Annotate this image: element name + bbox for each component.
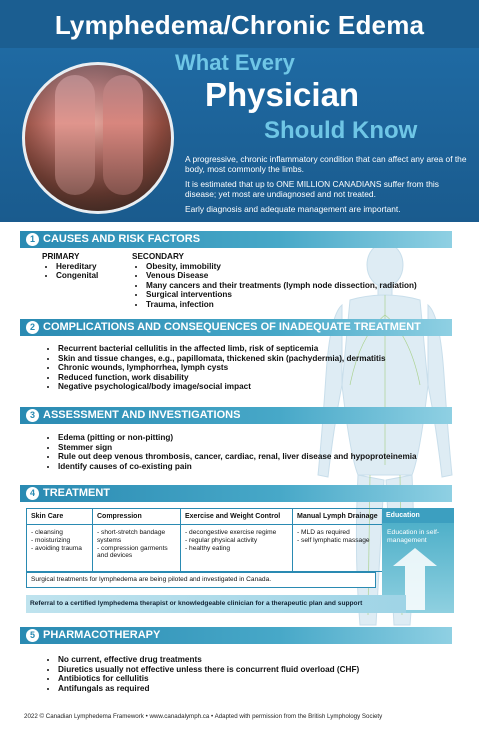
- list-item: • Stemmer sign: [58, 443, 417, 453]
- secondary-causes: [132, 252, 417, 310]
- column-item: - compression garments and devices: [97, 544, 168, 560]
- list-item: • Diuretics usually not effective unless there is concurrent fluid overload (CHF): [58, 665, 359, 675]
- treatment-column-mld: [293, 509, 383, 571]
- list-item: • Venous Disease: [146, 271, 417, 281]
- education-header: Education: [382, 508, 454, 523]
- section-number: 2: [26, 321, 39, 334]
- surgical-note: Surgical treatments for lymphedema are being piloted and investigated in Canada.: [26, 572, 376, 588]
- list-item: • Congenital: [56, 271, 98, 281]
- intro-paragraph: A progressive, chronic inflammatory condition that can affect any area of the body, most commonly the limbs.: [185, 154, 467, 174]
- list-item: • Chronic wounds, lymphorrhea, lymph cysts: [58, 363, 386, 373]
- column-item: - healthy eating: [185, 544, 231, 552]
- referral-note: Referral to a certified lymphedema therapist or knowledgeable clinician for a therapeutic plan and support: [26, 595, 406, 613]
- primary-causes: [42, 252, 98, 281]
- treatment-column-skin-care: [27, 509, 93, 571]
- column-header: Skin Care: [27, 509, 92, 525]
- edema-legs-photo: [22, 62, 174, 214]
- column-item: - regular physical activity: [185, 536, 258, 544]
- intro-text: [185, 154, 471, 219]
- complications-list: [44, 344, 386, 392]
- section-header-causes: [20, 231, 452, 248]
- column-item: - avoiding trauma: [31, 544, 82, 552]
- section-title: TREATMENT: [43, 487, 111, 499]
- section-title: ASSESSMENT AND INVESTIGATIONS: [43, 409, 241, 421]
- section-number: 3: [26, 409, 39, 422]
- section-header-treatment: [20, 485, 452, 502]
- section-number: 4: [26, 487, 39, 500]
- page-title: Lymphedema/Chronic Edema: [54, 10, 425, 40]
- pharmacotherapy-list: [44, 655, 359, 693]
- treatment-column-compression: [93, 509, 181, 571]
- section-title: CAUSES AND RISK FACTORS: [43, 233, 201, 245]
- section-header-complications: [20, 319, 452, 336]
- column-header: Exercise and Weight Control: [181, 509, 292, 525]
- list-item: • Rule out deep venous thrombosis, cancer, cardiac, renal, liver disease and hypoproteinemia: [58, 452, 417, 462]
- list-item: • Many cancers and their treatments (lymph node dissection, radiation): [146, 281, 417, 291]
- list-item: • Reduced function, work disability: [58, 373, 386, 383]
- column-header: Compression: [93, 509, 180, 525]
- list-item: • No current, effective drug treatments: [58, 655, 359, 665]
- section-number: 1: [26, 233, 39, 246]
- list-item: • Hereditary: [56, 262, 98, 272]
- photo-shade: [25, 65, 171, 211]
- list-item: • Antifungals as required: [58, 684, 359, 694]
- assessment-list: [44, 433, 417, 471]
- list-item: • Antibiotics for cellulitis: [58, 674, 359, 684]
- section-title: PHARMACOTHERAPY: [43, 629, 161, 641]
- column-item: - MLD as required: [297, 529, 350, 536]
- up-arrow-icon: [393, 548, 437, 566]
- intro-paragraph: It is estimated that up to ONE MILLION CANADIANS suffer from this disease; yet most are undiagnosed and not treated.: [185, 179, 439, 199]
- treatment-column-exercise: [181, 509, 293, 571]
- list-item: • Obesity, immobility: [146, 262, 417, 272]
- list-item: • Recurrent bacterial cellulitis in the affected limb, risk of septicemia: [58, 344, 386, 354]
- intro-paragraph: Early diagnosis and adequate management are important.: [185, 204, 401, 214]
- column-item: - decongestive exercise regime: [185, 529, 277, 536]
- education-text: Education in self-management: [387, 529, 440, 544]
- column-item: - self lymphatic massage: [297, 536, 370, 544]
- column-header: Manual Lymph Drainage: [293, 509, 382, 525]
- section-title: COMPLICATIONS AND CONSEQUENCES OF INADEQUATE TREATMENT: [43, 321, 421, 333]
- section-number: 5: [26, 629, 39, 642]
- subtitle-physician: Physician: [205, 76, 360, 113]
- header-banner: [0, 0, 479, 222]
- section-header-assessment: [20, 407, 452, 424]
- up-arrow-stem: [405, 566, 425, 610]
- primary-label: PRIMARY: [42, 252, 80, 261]
- list-item: • Surgical interventions: [146, 290, 417, 300]
- subtitle-should-know: Should Know: [264, 117, 418, 144]
- section-header-pharmacotherapy: [20, 627, 452, 644]
- column-item: - cleansing: [31, 529, 63, 536]
- list-item: • Identify causes of co-existing pain: [58, 462, 417, 472]
- column-item: - short-stretch bandage systems: [97, 529, 166, 544]
- list-item: • Skin and tissue changes, e.g., papillomata, thickened skin (pachydermia), dermatitis: [58, 354, 386, 364]
- secondary-label: SECONDARY: [132, 252, 185, 261]
- list-item: • Edema (pitting or non-pitting): [58, 433, 417, 443]
- column-item: - moisturizing: [31, 536, 71, 544]
- list-item: • Negative psychological/body image/social impact: [58, 382, 386, 392]
- subtitle-what-every: What Every: [175, 50, 295, 75]
- list-item: • Trauma, infection: [146, 300, 417, 310]
- footer-credit: 2022 © Canadian Lymphedema Framework • www.canadalymph.ca • Adapted with permission from the British Lymphology Society: [24, 713, 383, 720]
